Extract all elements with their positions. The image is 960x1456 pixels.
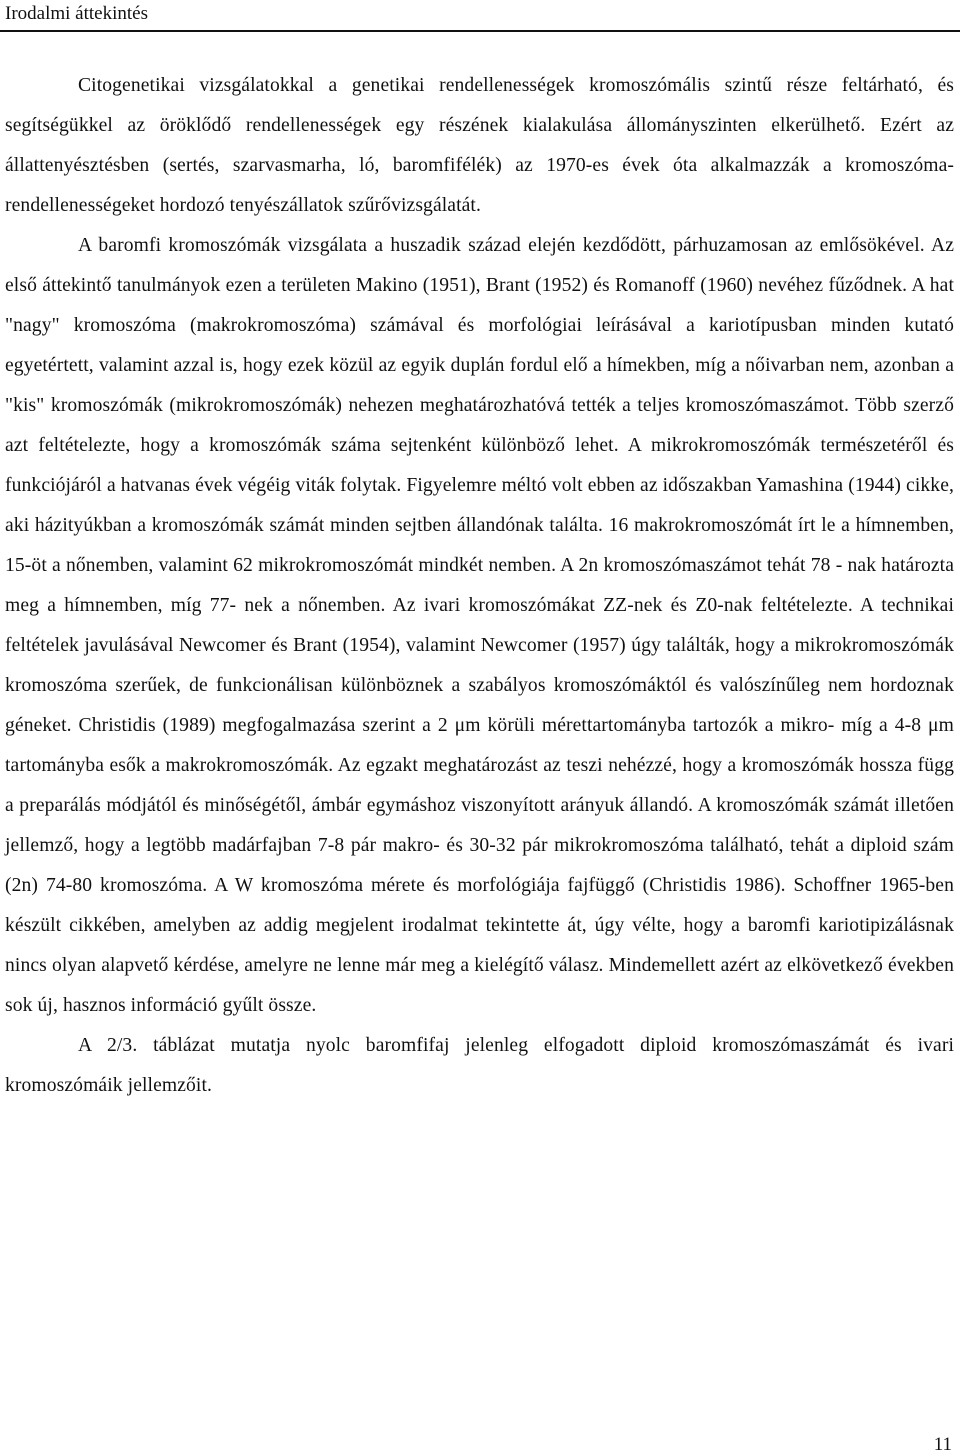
body-text — [5, 66, 954, 1106]
header-divider — [0, 30, 960, 32]
page-number: 11 — [933, 1434, 952, 1455]
section-header-title: Irodalmi áttekintés — [5, 3, 148, 24]
paragraph-intro: Citogenetikai vizsgálatokkal a genetikai rendellenességek kromoszómális szintű része feltárható, és segítségükkel az öröklődő rendellenességek egy részének kialakulása állományszinten elkerülhető. Ezért az állattenyésztésben (sertés, szarvasmarha, ló, baromfifélék) az 1970-es évek óta alkalmazzák a kromoszóma-rendellenességeket hordozó tenyészállatok szűrővizsgálatát. — [5, 75, 954, 216]
paragraph-poultry-chromosomes: A baromfi kromoszómák vizsgálata a huszadik század elején kezdődött, párhuzamosan az emlősökével. Az első áttekintő tanulmányok ezen a területen Makino (1951), Brant (1952) és Romanoff (1960) nevéhez fűződnek. A hat "nagy" kromoszóma (makrokromoszóma) számával és morfológiai leírásával a kariotípusban minden kutató egyetértett, valamint azzal is, hogy ezek közül az egyik duplán fordul elő a hímekben, míg a nőivarban nem, azonban a "kis" kromoszómák (mikrokromoszómák) nehezen meghatározhatóvá tették a teljes kromoszómaszámot. Több szerző azt feltételezte, hogy a kromoszómák száma sejtenként különböző lehet. A mikrokromoszómák természetéről és funkciójáról a hatvanas évek végéig viták folytak. Figyelemre méltó volt ebben az időszakban Yamashina (1944) cikke, aki házityúkban a kromoszómák számát minden sejtben állandónak találta. 16 makrokromoszómát írt le a hímnemben, 15-öt a nőnemben, valamint 62 mikrokromoszómát mindkét nemben. A 2n kromoszómaszámot tehát 78 - nak határozta meg a hímnemben, míg 77- nek a nőnemben. Az ivari kromoszómákat ZZ-nek és Z0-nak feltételezte. A technikai feltételek javulásával Newcomer és Brant (1954), valamint Newcomer (1957) úgy találták, hogy a mikrokromoszómák kromoszóma szerűek, de funkcionálisan különböznek a szabályos kromoszómáktól és valószínűleg nem hordoznak géneket. Christidis (1989) megfogalmazása szerint a 2 μm körüli mérettartományba tartozók a mikro- míg a 4-8 μm tartományba esők a makrokromoszómák. Az egzakt meghatározást az teszi nehézzé, hogy a kromoszómák hossza függ a preparálás módjától és minőségétől, ámbár egymáshoz viszonyított arányuk állandó. A kromoszómák számát illetően jellemző, hogy a legtöbb madárfajban 7-8 pár makro- és 30-32 pár mikrokromoszóma található, tehát a diploid szám (2n) 74-80 kromoszóma. A W kromoszóma mérete és morfológiája fajfüggő (Christidis 1986). Schoffner 1965-ben készült cikkében, amelyben az addig megjelent irodalmat tekintette át, úgy vélte, hogy a baromfi kariotipizálásnak nincs olyan alapvető kérdése, amelyre ne lenne már meg a kielégítő válasz. Mindemellett azért az elkövetkező években sok új, hasznos információ gyűlt össze. — [5, 235, 954, 1016]
paragraph-table-reference: A 2/3. táblázat mutatja nyolc baromfifaj jelenleg elfogadott diploid kromoszómaszámát és ivari kromoszómáik jellemzőit. — [5, 1035, 954, 1096]
